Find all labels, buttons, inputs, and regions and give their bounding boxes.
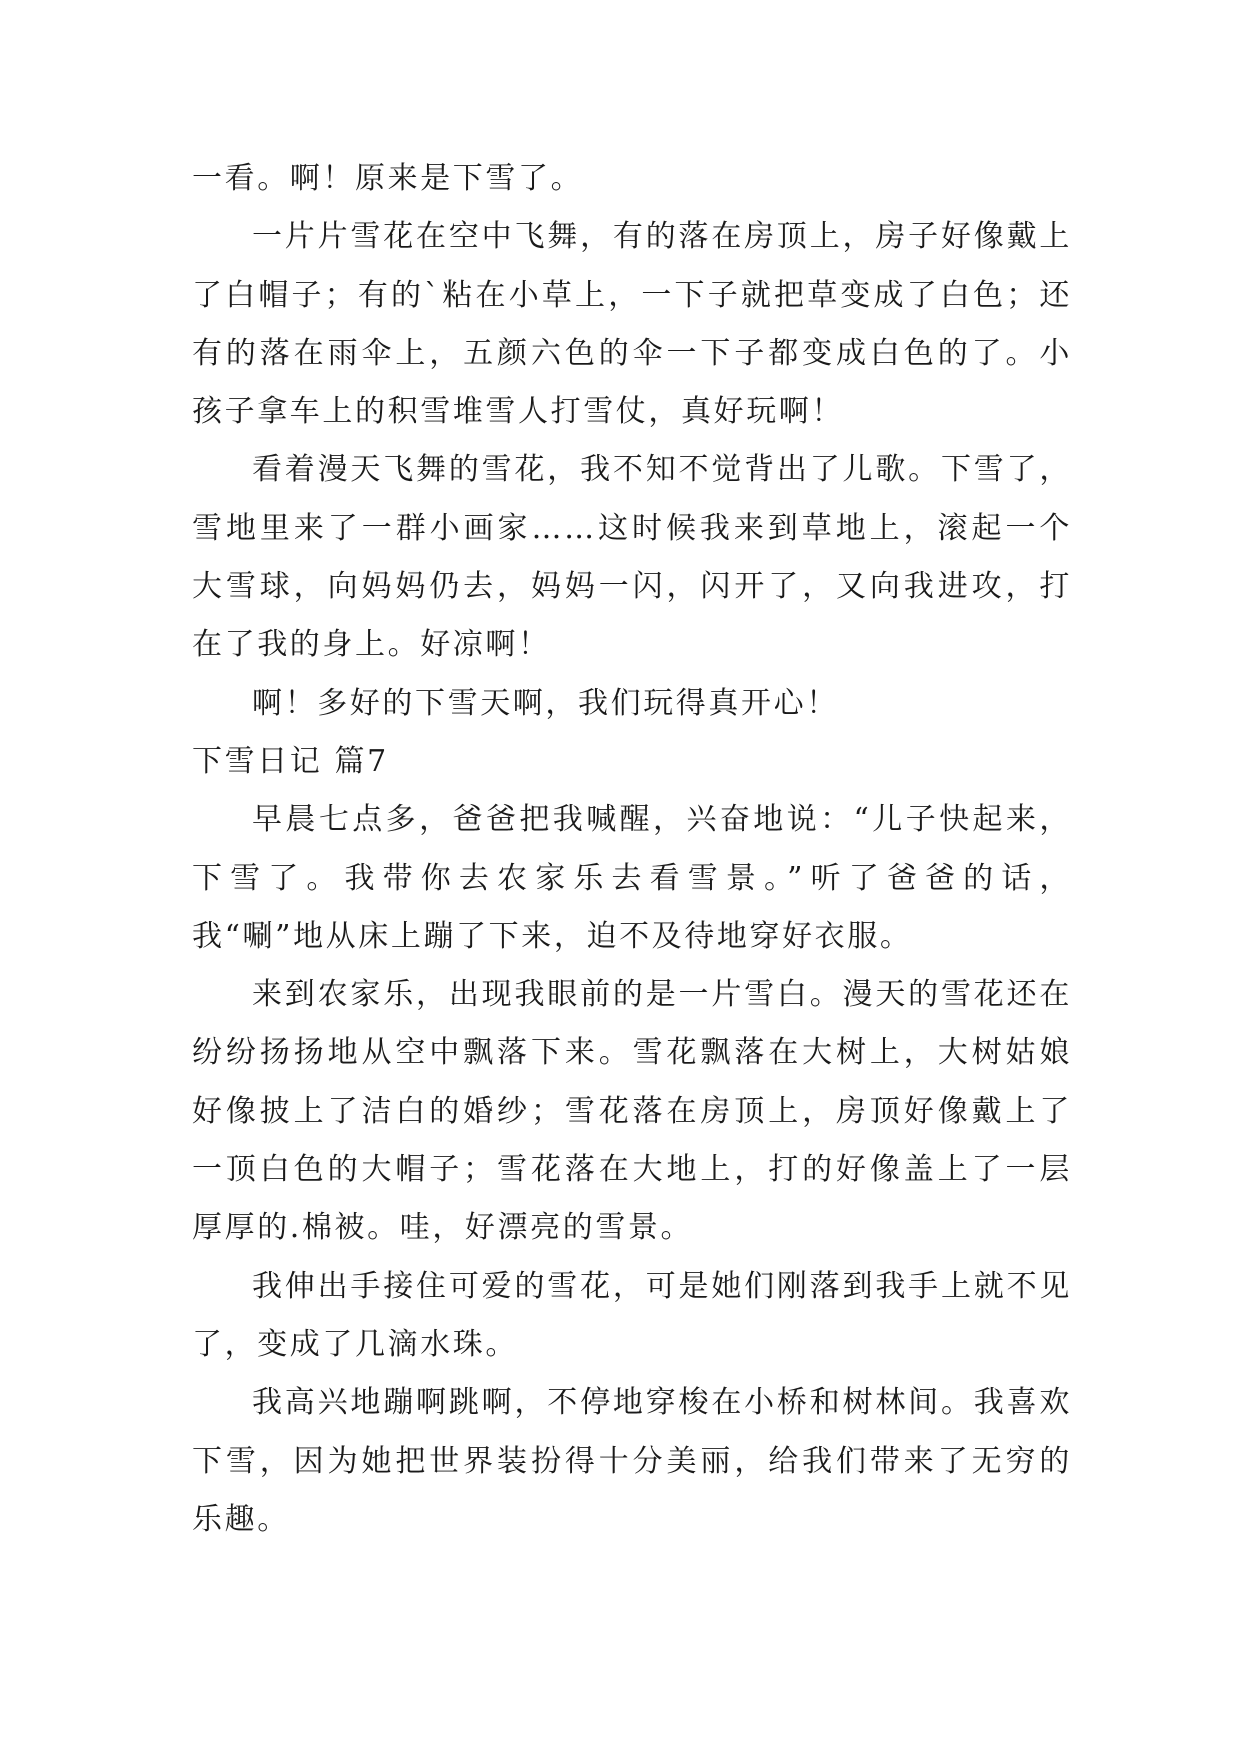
document-page: [192, 150, 1072, 1549]
paragraph-continuation: 一看。啊！原来是下雪了。: [192, 161, 584, 196]
paragraph-conclusion: 我高兴地蹦啊跳啊，不停地穿梭在小桥和树林间。我喜欢下雪，因为她把世界装扮得十分美丽，给我们带来了无穷的乐趣。: [192, 1385, 1072, 1537]
paragraph-nursery-rhyme: 看着漫天飞舞的雪花，我不知不觉背出了儿歌。下雪了，雪地里来了一群小画家……这时候我来到草地上，滚起一个大雪球，向妈妈仍去，妈妈一闪，闪开了，又向我进攻，打在了我的身上。好凉啊！: [192, 452, 1072, 663]
paragraph-happy-day: 啊！多好的下雪天啊，我们玩得真开心！: [252, 685, 839, 721]
paragraph-snowflakes: 一片片雪花在空中飞舞，有的落在房顶上，房子好像戴上了白帽子；有的`粘在小草上，一下子就把草变成了白色；还有的落在雨伞上，五颜六色的伞一下子都变成白色的了。小孩子拿车上的积雪堆雪人打雪仗，真好玩啊！: [192, 219, 1072, 430]
paragraph-wake-up: 早晨七点多，爸爸把我喊醒，兴奋地说：“儿子快起来，下雪了。我带你去农家乐去看雪景。”听了爸爸的话，我“唰”地从床上蹦了下来，迫不及待地穿好衣服。: [192, 802, 1072, 954]
paragraph-catch-snowflakes: 我伸出手接住可爱的雪花，可是她们刚落到我手上就不见了，变成了几滴水珠。: [192, 1268, 1072, 1362]
section-heading: 下雪日记 篇7: [192, 743, 389, 779]
paragraph-farm-snow: 来到农家乐，出现我眼前的是一片雪白。漫天的雪花还在纷纷扬扬地从空中飘落下来。雪花飘落在大树上，大树姑娘好像披上了洁白的婚纱；雪花落在房顶上，房顶好像戴上了一顶白色的大帽子；雪花落在大地上，打的好像盖上了一层厚厚的.棉被。哇，好漂亮的雪景。: [192, 977, 1072, 1246]
